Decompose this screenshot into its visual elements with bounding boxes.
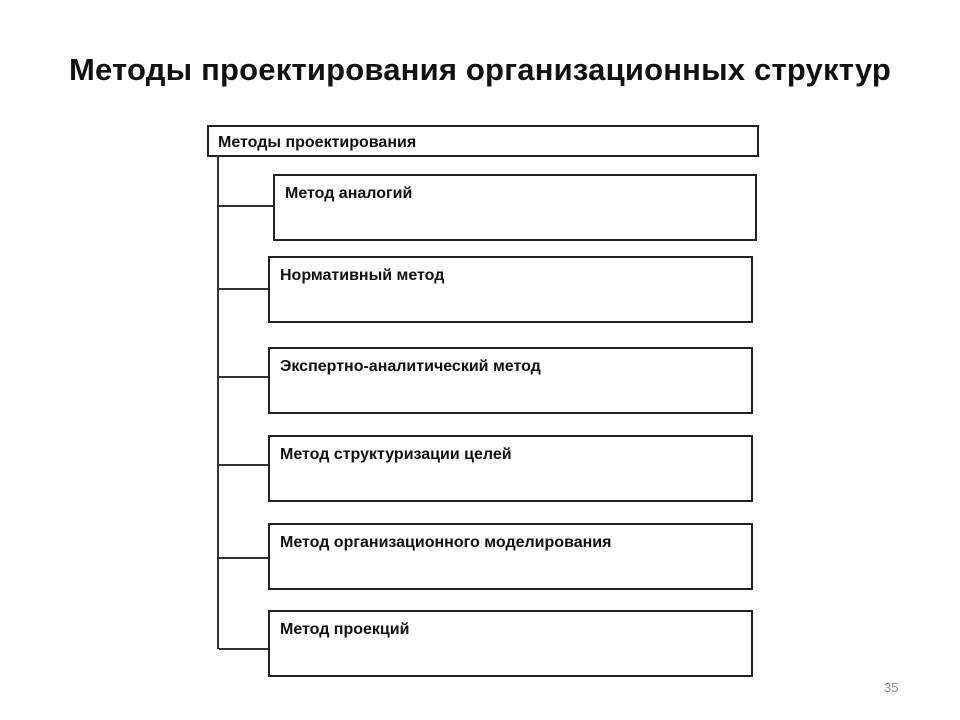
child-node-label: Нормативный метод bbox=[280, 267, 445, 284]
child-node bbox=[268, 523, 753, 590]
child-node bbox=[268, 256, 753, 323]
child-node bbox=[268, 435, 753, 502]
root-node bbox=[207, 125, 759, 157]
connector-branch bbox=[219, 376, 269, 378]
child-node-label: Метод аналогий bbox=[285, 185, 413, 202]
child-node bbox=[268, 347, 753, 414]
child-node bbox=[273, 174, 757, 241]
connector-trunk bbox=[217, 155, 219, 649]
connector-branch bbox=[219, 464, 269, 466]
connector-branch bbox=[219, 205, 273, 207]
child-node-label: Метод структуризации целей bbox=[280, 446, 512, 463]
child-node-label: Метод проекций bbox=[280, 621, 410, 638]
page-number: 35 bbox=[884, 680, 899, 695]
child-node bbox=[268, 610, 753, 677]
slide-title: Методы проектирования организационных структур bbox=[68, 52, 892, 87]
root-node-label: Методы проектирования bbox=[218, 134, 417, 151]
child-node-label: Экспертно-аналитический метод bbox=[280, 358, 541, 375]
connector-branch bbox=[219, 557, 269, 559]
child-node-label: Метод организационного моделирования bbox=[280, 534, 612, 551]
connector-branch bbox=[219, 288, 269, 290]
connector-branch bbox=[219, 648, 269, 650]
